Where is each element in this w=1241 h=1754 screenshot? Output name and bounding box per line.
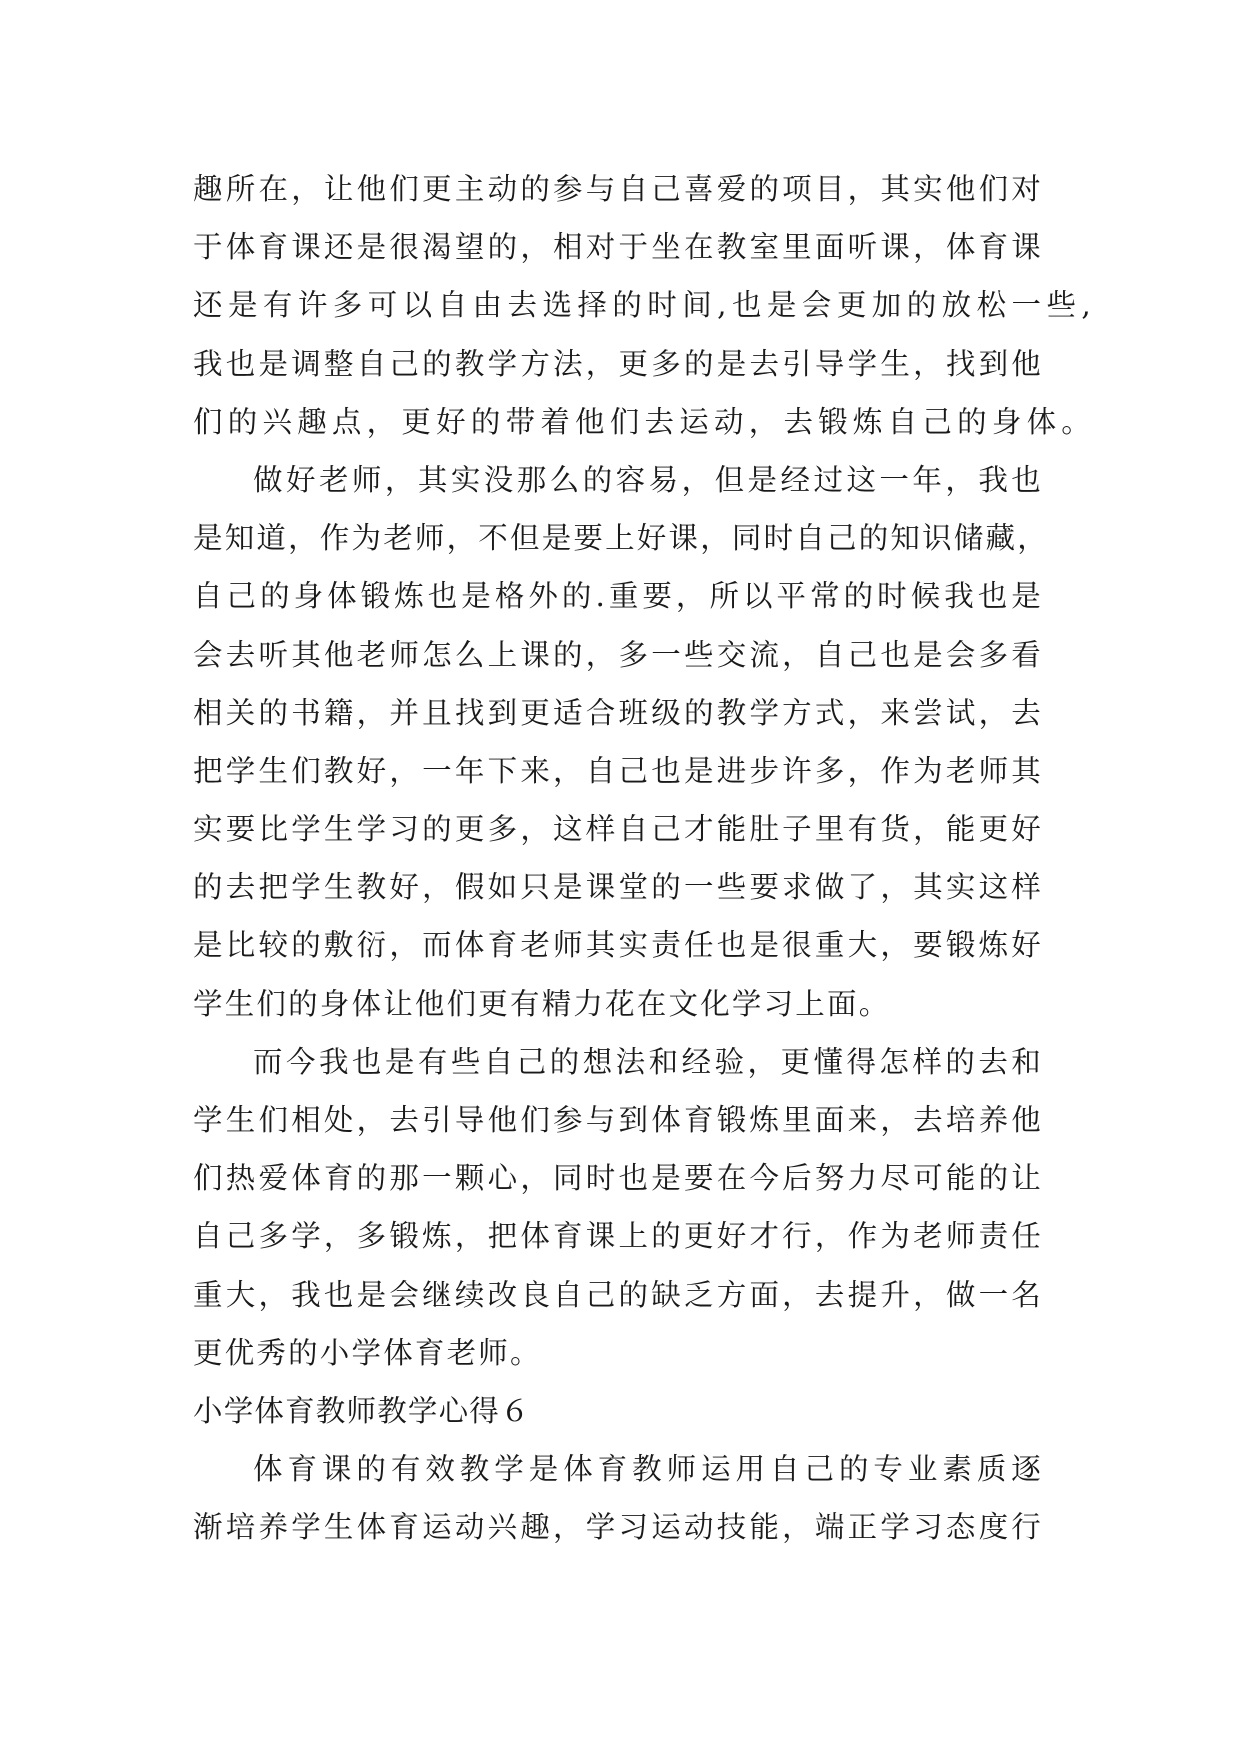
paragraph-line: 们的兴趣点，更好的带着他们去运动，去锻炼自己的身体。 xyxy=(193,404,1093,439)
paragraph-line: 实要比学生学习的更多，这样自己才能肚子里有货，能更好 xyxy=(193,812,1043,847)
paragraph-line: 重大，我也是会继续改良自己的缺乏方面，去提升，做一名 xyxy=(193,1277,1043,1312)
paragraph-line: 更优秀的小学体育老师。 xyxy=(193,1335,542,1370)
paragraph-line: 是比较的敷衍，而体育老师其实责任也是很重大，要锻炼好 xyxy=(193,928,1043,963)
paragraph-line: 相关的书籍，并且找到更适合班级的教学方式，来尝试，去 xyxy=(193,695,1043,730)
paragraph-line: 会去听其他老师怎么上课的，多一些交流，自己也是会多看 xyxy=(193,637,1043,672)
paragraph-line: 做好老师，其实没那么的容易，但是经过这一年，我也 xyxy=(253,462,1043,497)
paragraph-line: 还是有许多可以自由去选择的时间,也是会更加的放松一些, xyxy=(193,288,1093,323)
paragraph-line: 自己的身体锻炼也是格外的.重要，所以平常的时候我也是 xyxy=(193,579,1043,614)
paragraph-line: 渐培养学生体育运动兴趣，学习运动技能，端正学习态度行 xyxy=(193,1510,1043,1545)
paragraph-line: 把学生们教好，一年下来，自己也是进步许多，作为老师其 xyxy=(193,753,1043,788)
paragraph-line: 而今我也是有些自己的想法和经验，更懂得怎样的去和 xyxy=(253,1044,1043,1079)
paragraph-line: 学生们的身体让他们更有精力花在文化学习上面。 xyxy=(193,986,891,1021)
paragraph-line: 我也是调整自己的教学方法，更多的是去引导学生，找到他 xyxy=(193,346,1043,381)
paragraph-line: 于体育课还是很渴望的，相对于坐在教室里面听课，体育课 xyxy=(193,230,1043,265)
section-heading: 小学体育教师教学心得６ xyxy=(193,1393,531,1428)
paragraph-line: 体育课的有效教学是体育教师运用自己的专业素质逐 xyxy=(253,1452,1043,1487)
paragraph-line: 是知道，作为老师，不但是要上好课，同时自己的知识储藏， xyxy=(193,521,1049,556)
document-body xyxy=(193,160,1093,1557)
paragraph-line: 的去把学生教好，假如只是课堂的一些要求做了，其实这样 xyxy=(193,870,1043,905)
paragraph-line: 自己多学，多锻炼，把体育课上的更好才行，作为老师责任 xyxy=(193,1219,1043,1254)
paragraph-line: 们热爱体育的那一颗心，同时也是要在今后努力尽可能的让 xyxy=(193,1161,1043,1196)
paragraph-line: 趣所在，让他们更主动的参与自己喜爱的项目，其实他们对 xyxy=(193,172,1043,206)
paragraph-line: 学生们相处，去引导他们参与到体育锻炼里面来，去培养他 xyxy=(193,1103,1043,1137)
